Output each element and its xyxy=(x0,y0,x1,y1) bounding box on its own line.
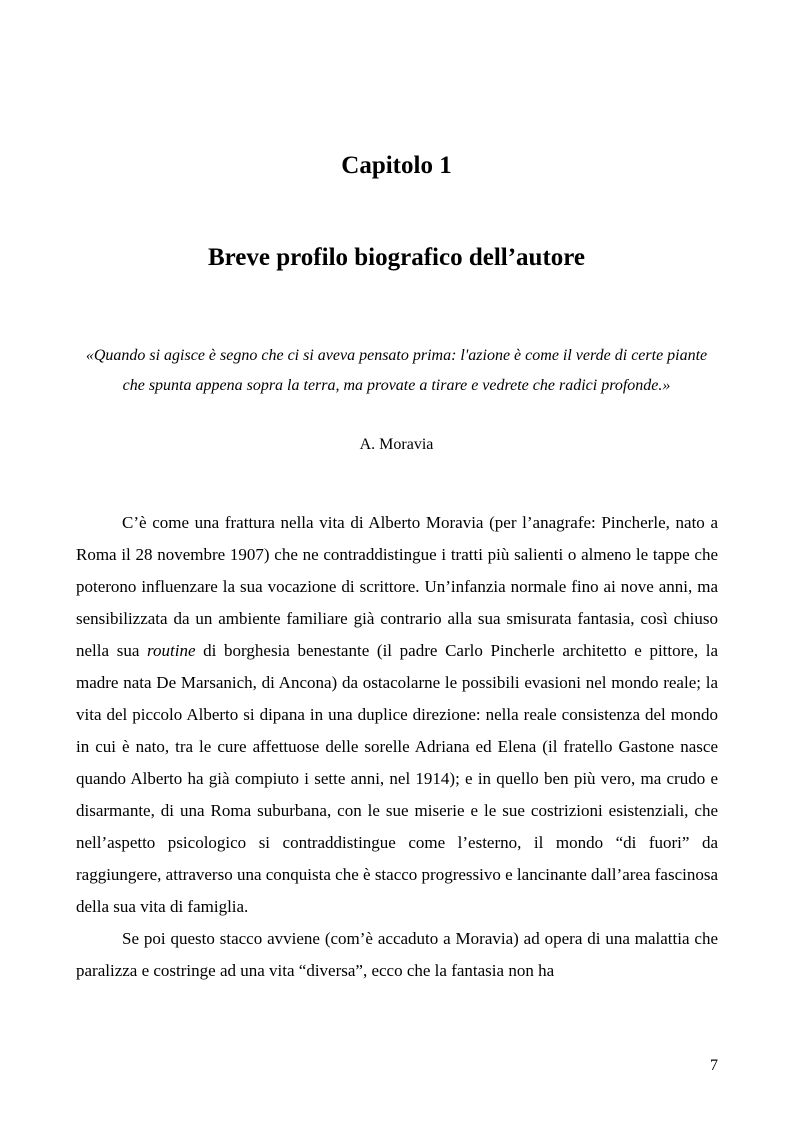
page-number: 7 xyxy=(710,1057,718,1074)
chapter-title: Breve profilo biografico dell’autore xyxy=(207,244,586,271)
paragraph xyxy=(76,507,718,923)
paragraph-text: C’è come una frattura nella vita di Alberto Moravia (per l’anagrafe: Pincherle, nato a Roma il 28 novembre 1907) che ne contraddistingue i tratti più salienti o almeno le tappe che poterono influenzare la sua vocazione di scrittore. Un’infanzia normale fino ai nove anni, ma sensibilizzata da un ambiente familiare già contrario alla sua smisurata fantasia, così chiuso nella sua xyxy=(76,513,718,660)
body-text xyxy=(76,507,718,987)
epigraph-author: A. Moravia xyxy=(359,436,434,453)
emphasis-text: routine xyxy=(147,641,196,660)
chapter-number: Capitolo 1 xyxy=(341,152,452,179)
paragraph: Se poi questo stacco avviene (com’è accaduto a Moravia) ad opera di una malattia che paralizza e costringe ad una vita “diversa”, ecco che la fantasia non ha xyxy=(76,929,718,980)
epigraph-quote: «Quando si agisce è segno che ci si aveva pensato prima: l'azione è come il verde di certe piante che spunta appena sopra la terra, ma provate a tirare e vedrete che radici profonde.» xyxy=(85,347,708,394)
paragraph-text: di borghesia benestante (il padre Carlo Pincherle architetto e pittore, la madre nata De Marsanich, di Ancona) da ostacolarne le possibili evasioni nel mondo reale; la vita del piccolo Alberto si dipana in una duplice direzione: nella reale consistenza del mondo in cui è nato, tra le cure affettuose delle sorelle Adriana ed Elena (il fratello Gastone nasce quando Alberto ha già compiuto i sette anni, nel 1914); e in quello ben più vero, ma crudo e disarmante, di una Roma suburbana, con le sue miserie e le sue costrizioni esistenziali, che nell’aspetto psicologico si contraddistingue come l’esterno, il mondo “di fuori” da raggiungere, attraverso una conquista che è stacco progressivo e lancinante dall’area fascinosa della sua vita di famiglia. xyxy=(76,641,718,916)
